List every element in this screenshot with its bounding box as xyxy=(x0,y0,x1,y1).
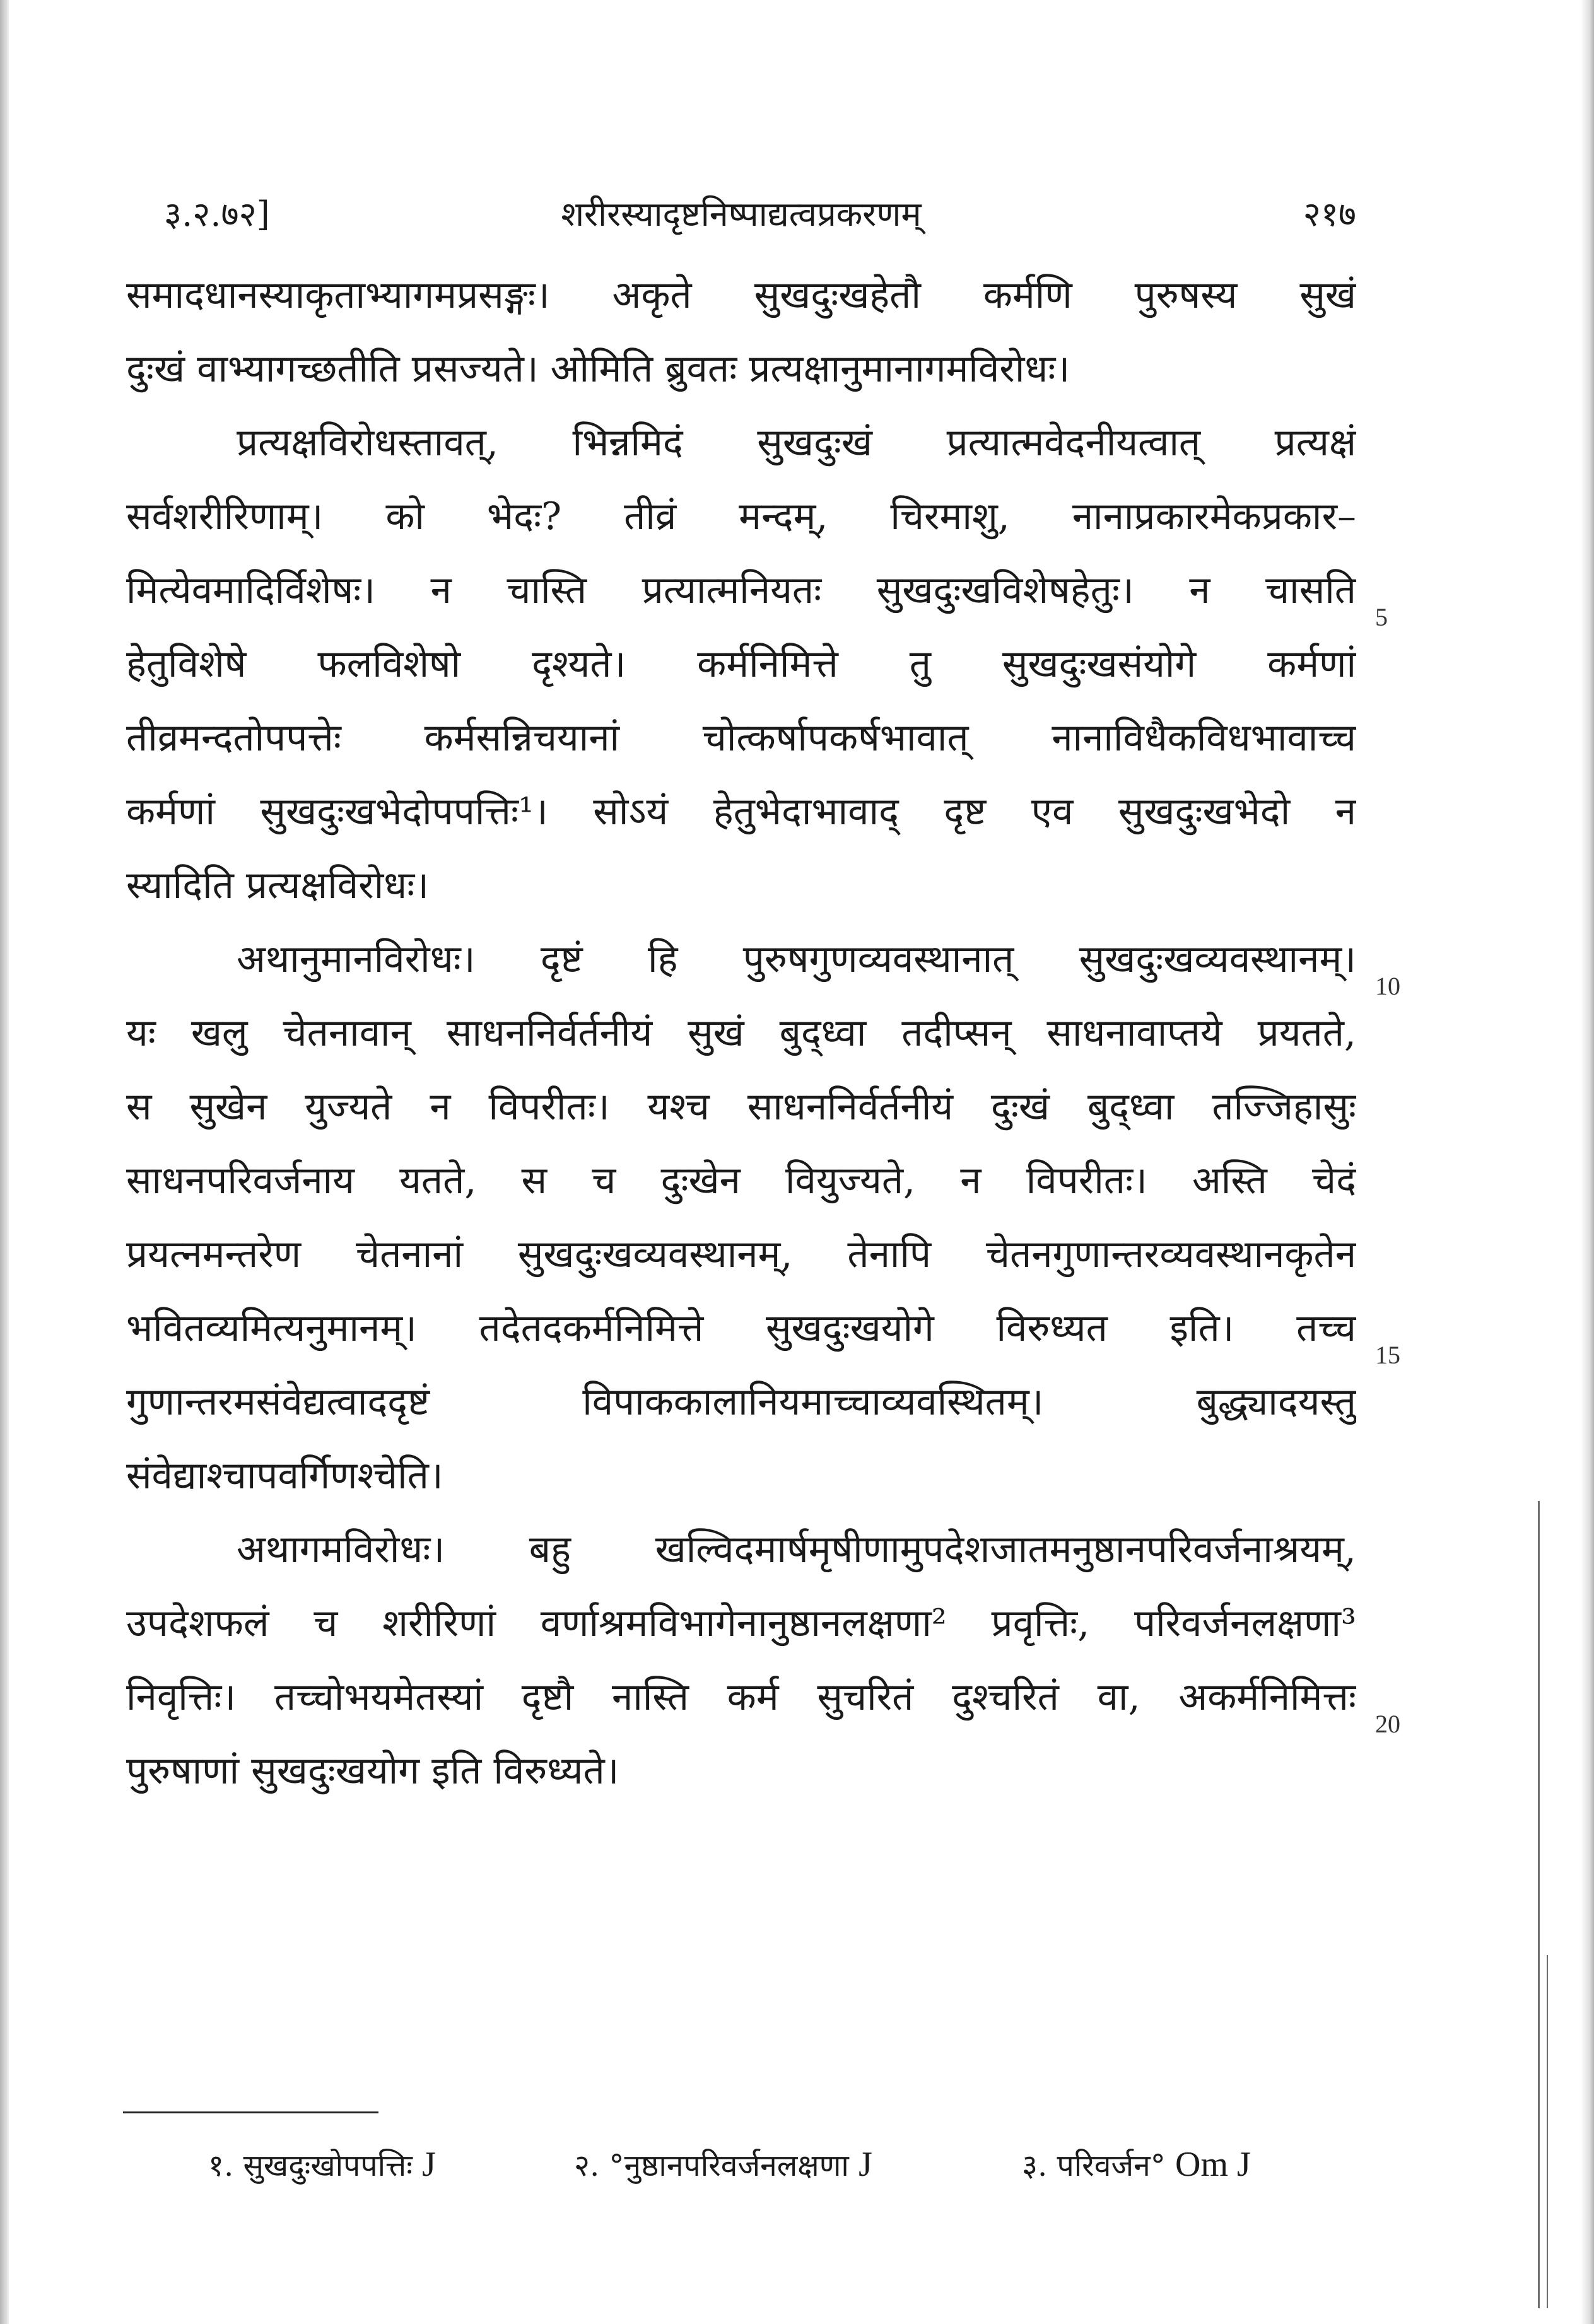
text-line: दुःखं वाभ्यागच्छतीति प्रसज्यते। ओमिति ब्रुवतः प्रत्यक्षानुमानागमविरोधः। xyxy=(126,347,1070,391)
text-line: समादधानस्याकृताभ्यागमप्रसङ्गः। अकृते सुखदुःखहेतौ कर्मणि पुरुषस्य सुखं xyxy=(126,273,1356,317)
footnote-siglum: J xyxy=(859,2145,872,2184)
section-reference: ३.२.७२] xyxy=(164,194,270,234)
text-line: तीव्रमन्दतोपपत्तेः कर्मसन्निचयानां चोत्कर्षापकर्षभावात् नानाविधैकविधभावाच्च xyxy=(126,716,1356,760)
footnote-mark: २. xyxy=(574,2148,600,2183)
text-line: प्रत्यक्षविरोधस्तावत्, भिन्नमिदं सुखदुःखं प्रत्यात्मवेदनीयत्वात् प्रत्यक्षं xyxy=(237,421,1356,465)
scan-edge-right xyxy=(1580,0,1594,2324)
line-number: 20 xyxy=(1375,1710,1400,1738)
page-number: २१७ xyxy=(1303,194,1356,234)
scan-edge-left xyxy=(0,0,9,2324)
footnote-2 xyxy=(574,2144,872,2185)
text-line: हेतुविशेषे फलविशेषो दृश्यते। कर्मनिमित्ते तु सुखदुःखसंयोगे कर्मणां xyxy=(126,642,1356,686)
text-line: स सुखेन युज्यते न विपरीतः। यश्च साधननिर्वर्तनीयं दुःखं बुद्ध्वा तज्जिहासुः xyxy=(126,1085,1356,1129)
text-line: सर्वशरीरिणाम्। को भेदः? तीव्रं मन्दम्, चिरमाशु, नानाप्रकारमेकप्रकार– xyxy=(126,494,1356,539)
text-line: अथागमविरोधः। बहु खल्विदमार्षमृषीणामुपदेशजातमनुष्ठानपरिवर्जनाश्रयम्, xyxy=(237,1527,1356,1572)
footnote-text: °नुष्ठानपरिवर्जनलक्षणा xyxy=(609,2148,849,2183)
footnote-1 xyxy=(208,2144,436,2185)
text-line: मित्येवमादिर्विशेषः। न चास्ति प्रत्यात्मनियतः सुखदुःखविशेषहेतुः। न चासति xyxy=(126,568,1356,612)
line-number: 5 xyxy=(1375,603,1388,631)
text-line: कर्मणां सुखदुःखभेदोपपत्तिः¹। सोऽयं हेतुभेदाभावाद् दृष्ट एव सुखदुःखभेदो न xyxy=(126,790,1356,834)
text-line: यः खलु चेतनावान् साधननिर्वर्तनीयं सुखं बुद्ध्वा तदीप्सन् साधनावाप्तये प्रयतते, xyxy=(126,1011,1356,1055)
text-line: प्रयत्नमन्तरेण चेतनानां सुखदुःखव्यवस्थानम्, तेनापि चेतनगुणान्तरव्यवस्थानकृतेन xyxy=(126,1232,1356,1276)
text-line: भवितव्यमित्यनुमानम्। तदेतदकर्मनिमित्ते सुखदुःखयोगे विरुध्यत इति। तच्च xyxy=(126,1306,1356,1350)
scan-margin-line xyxy=(1547,1955,1548,2308)
footnote-text: परिवर्जन° xyxy=(1057,2148,1166,2183)
text-line: स्यादिति प्रत्यक्षविरोधः। xyxy=(126,863,429,908)
footnote-mark: ३. xyxy=(1022,2148,1048,2183)
scan-margin-line xyxy=(1538,1501,1540,2308)
line-number: 10 xyxy=(1375,972,1400,1000)
footnote-siglum: Om J xyxy=(1175,2145,1251,2184)
text-line: गुणान्तरमसंवेद्यत्वाददृष्टं विपाककालानियमाच्चाव्यवस्थितम्। बुद्ध्यादयस्तु xyxy=(126,1380,1356,1424)
footnotes xyxy=(208,2144,1344,2195)
text-line: अथानुमानविरोधः। दृष्टं हि पुरुषगुणव्यवस्थानात् सुखदुःखव्यवस्थानम्। xyxy=(237,937,1356,981)
footnote-mark: १. xyxy=(208,2148,234,2183)
text-line: संवेद्याश्चापवर्गिणश्चेति। xyxy=(126,1454,443,1498)
text-line: उपदेशफलं च शरीरिणां वर्णाश्रमविभागेनानुष्ठानलक्षणा² प्रवृत्तिः, परिवर्जनलक्षणा³ xyxy=(126,1601,1356,1645)
footnote-text: सुखदुःखोपपत्तिः xyxy=(243,2148,413,2183)
line-number: 15 xyxy=(1375,1341,1400,1369)
text-line: पुरुषाणां सुखदुःखयोग इति विरुध्यते। xyxy=(126,1749,619,1793)
chapter-title: शरीरस्यादृष्टनिष्पाद्यत्वप्रकरणम् xyxy=(561,194,922,234)
footnote-3 xyxy=(1022,2144,1251,2185)
text-line: साधनपरिवर्जनाय यतते, स च दुःखेन वियुज्यते, न विपरीतः। अस्ति चेदं xyxy=(126,1159,1356,1203)
running-head xyxy=(126,183,1356,240)
main-text xyxy=(126,259,1356,1808)
text-line: निवृत्तिः। तच्चोभयमेतस्यां दृष्टौ नास्ति कर्म सुचरितं दुश्चरितं वा, अकर्मनिमित्तः xyxy=(126,1675,1356,1719)
footnote-rule xyxy=(123,2111,378,2113)
footnote-siglum: J xyxy=(422,2145,436,2184)
